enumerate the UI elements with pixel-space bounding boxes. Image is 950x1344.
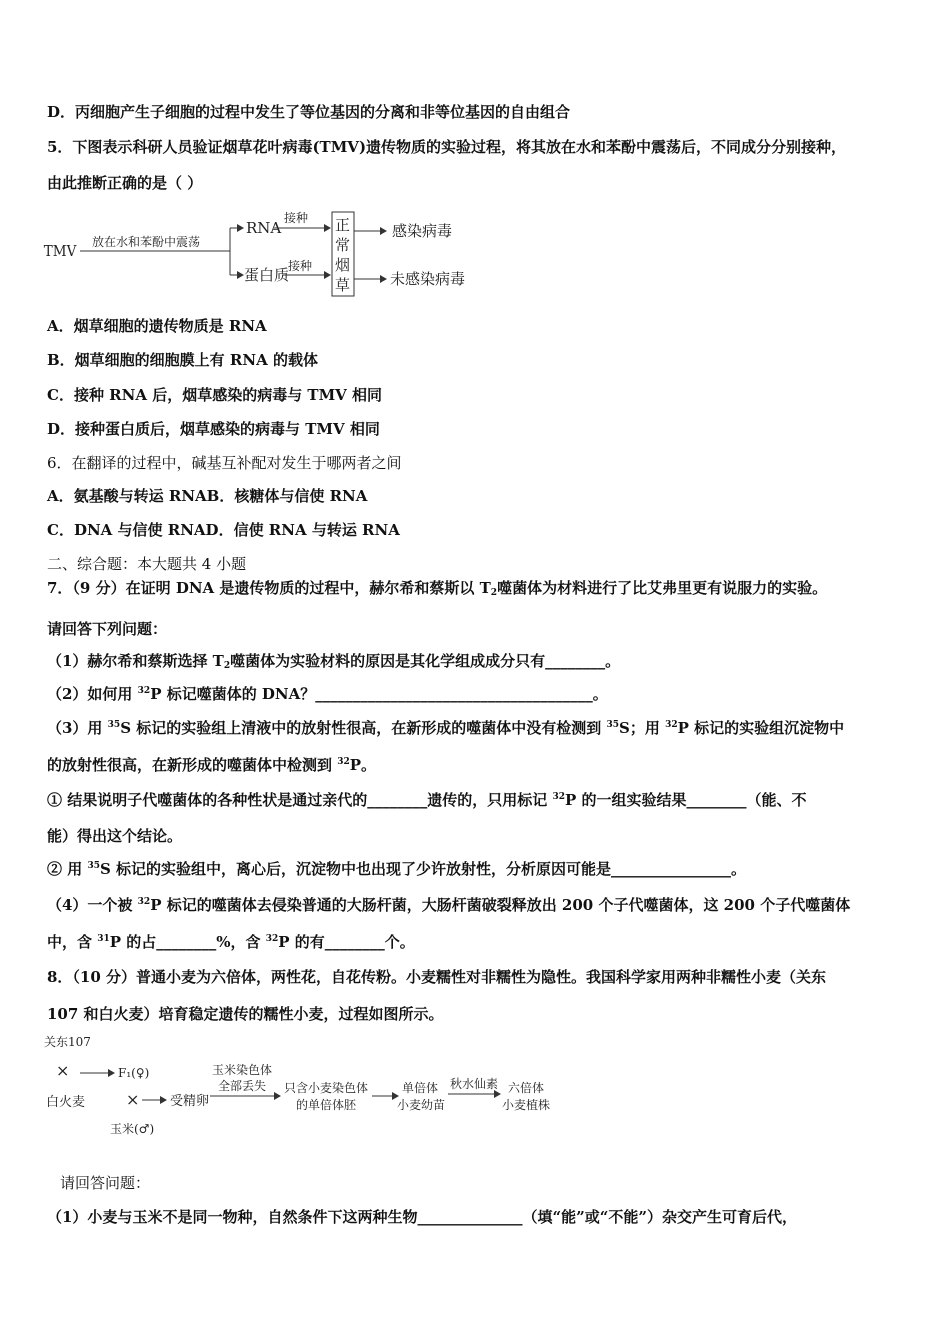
question-8-part-1: （1）小麦与玉米不是同一物种，自然条件下这两种生物______________（填“能”或“不能”）杂交产生可育后代，	[47, 1208, 797, 1226]
haploid-embryo-label-2: 的单倍体胚	[296, 1098, 357, 1112]
baihuomai-label: 白火麦	[46, 1095, 86, 1110]
inoculate-bottom-arrowhead	[324, 271, 331, 279]
question-7-part-1: （1）赫尔希和蔡斯选择 $T_2$噬菌体为实验材料的原因是其化学组成成分只有________。	[47, 652, 621, 671]
cross-symbol-2: ×	[126, 1090, 140, 1109]
hexaploid-label-2: 小麦植株	[502, 1098, 551, 1112]
tmv-experiment-diagram	[42, 208, 482, 300]
not-infected-arrowhead	[380, 275, 387, 283]
question-7-stem: 7．（9 分）在证明 DNA 是遗传物质的过程中，赫尔希和蔡斯以 $T_2$噬菌体为材料进行了比艾弗里更有说服力的实验。	[47, 579, 828, 598]
fertilized-egg-label: 受精卵	[170, 1094, 210, 1109]
tobacco-char-1: 正	[335, 216, 351, 234]
colchicine-label: 秋水仙素	[450, 1077, 499, 1091]
question-7-part-3-sub-1: ① 结果说明子代噬菌体的各种性状是通过亲代的________遗传的，只用标记 $^{32}$P 的一组实验结果________（能、不	[47, 791, 807, 809]
options-cd-q6: C．DNA 与信使 RNAD．信使 RNA 与转运 RNA	[47, 521, 400, 539]
option-b-q5: B．烟草细胞的细胞膜上有 RNA 的载体	[47, 351, 318, 369]
question-7-part-4: （4）一个被 $^{32}$P 标记的噬菌体去侵染普通的大肠杆菌，大肠杆菌破裂释放出 200 个子代噬菌体，这 200 个子代噬菌体	[47, 896, 851, 914]
cross-symbol-1: ×	[56, 1061, 70, 1080]
infected-label: 感染病毒	[392, 222, 453, 240]
haploid-embryo-label-1: 只含小麦染色体	[284, 1081, 369, 1095]
inoculate-top-arrowhead	[324, 224, 331, 232]
f1-label: F₁(♀)	[118, 1066, 150, 1080]
parents-to-f1-arrowhead	[108, 1069, 115, 1077]
f1-to-egg-arrowhead	[160, 1096, 167, 1104]
chrom-loss-label-2: 全部丢失	[218, 1079, 267, 1093]
option-d-q4: D．丙细胞产生子细胞的过程中发生了等位基因的分离和非等位基因的自由组合	[47, 103, 571, 121]
question-7-part-3-sub-2: ② 用 $^{35}$S 标记的实验组中，离心后，沉淀物中也出现了少许放射性，分析原因可能是________________。	[47, 860, 747, 878]
branch-bottom-arrowhead	[237, 271, 244, 279]
wheat-breeding-diagram	[42, 1030, 562, 1142]
not-infected-label: 未感染病毒	[390, 270, 466, 288]
shake-label: 放在水和苯酚中震荡	[92, 235, 201, 249]
maize-label: 玉米(♂)	[110, 1122, 155, 1136]
tobacco-char-3: 烟	[335, 256, 351, 274]
chrom-loss-label-1: 玉米染色体	[212, 1063, 273, 1077]
haploid-seedling-label-2: 小麦幼苗	[397, 1098, 446, 1112]
tmv-label: TMV	[43, 243, 77, 261]
branch-top-arrowhead	[237, 224, 244, 232]
question-7-part-2: （2）如何用 $^{32}$P 标记噬菌体的 DNA？_____________________________________。	[47, 685, 608, 703]
rna-label: RNA	[246, 219, 282, 237]
question-7-part-3-sub-1-cont: 能）得出这个结论。	[47, 827, 183, 845]
tobacco-char-2: 常	[335, 236, 351, 254]
egg-to-embryo-arrowhead	[274, 1092, 281, 1100]
seedling-to-hexaploid-arrowhead	[494, 1090, 501, 1098]
question-7-part-4-cont: 中，含 $^{31}$P 的占________%，含 $^{32}$P 的有________个。	[47, 933, 415, 951]
inoculate-bottom-label: 接种	[288, 259, 313, 273]
inoculate-top-label: 接种	[284, 211, 309, 225]
question-7-prompt: 请回答下列问题：	[47, 620, 168, 638]
options-ab-q6: A．氨基酸与转运 RNAB．核糖体与信使 RNA	[47, 487, 368, 505]
section-heading: 二、综合题：本大题共 4 小题	[47, 555, 247, 573]
guandong-label: 关东107	[44, 1035, 91, 1049]
question-7-part-3-cont: 的放射性很高，在新形成的噬菌体中检测到 $^{32}$P。	[47, 756, 377, 774]
option-c-q5: C．接种 RNA 后，烟草感染的病毒与 TMV 相同	[47, 386, 383, 404]
hexaploid-label-1: 六倍体	[508, 1081, 545, 1095]
question-7-part-3: （3）用 $^{35}$S 标记的实验组上清液中的放射性很高，在新形成的噬菌体中没有检测到 $^{35}$S；用 $^{32}$P 标记的实验组沉淀物中	[47, 719, 845, 737]
question-5-stem: 5．下图表示科研人员验证烟草花叶病毒(TMV)遗传物质的实验过程，将其放在水和苯酚中震荡后，不同成分分别接种，	[47, 138, 847, 156]
question-8-prompt: 请回答问题：	[60, 1174, 151, 1192]
tobacco-char-4: 草	[335, 276, 351, 294]
protein-label: 蛋白质	[244, 266, 290, 284]
question-8-stem: 8．（10 分）普通小麦为六倍体，两性花，自花传粉。小麦糯性对非糯性为隐性。我国科学家用两种非糯性小麦（关东	[47, 968, 827, 986]
question-8-stem-cont: 107 和白火麦）培育稳定遗传的糯性小麦，过程如图所示。	[47, 1005, 444, 1023]
option-d-q5: D．接种蛋白质后，烟草感染的病毒与 TMV 相同	[47, 420, 380, 438]
option-a-q5: A．烟草细胞的遗传物质是 RNA	[47, 317, 267, 335]
question-5-stem-cont: 由此推断正确的是（ ）	[47, 174, 203, 192]
haploid-seedling-label-1: 单倍体	[402, 1081, 439, 1095]
infected-arrowhead	[380, 227, 387, 235]
question-6-stem: 6．在翻译的过程中，碱基互补配对发生于哪两者之间	[47, 454, 402, 472]
